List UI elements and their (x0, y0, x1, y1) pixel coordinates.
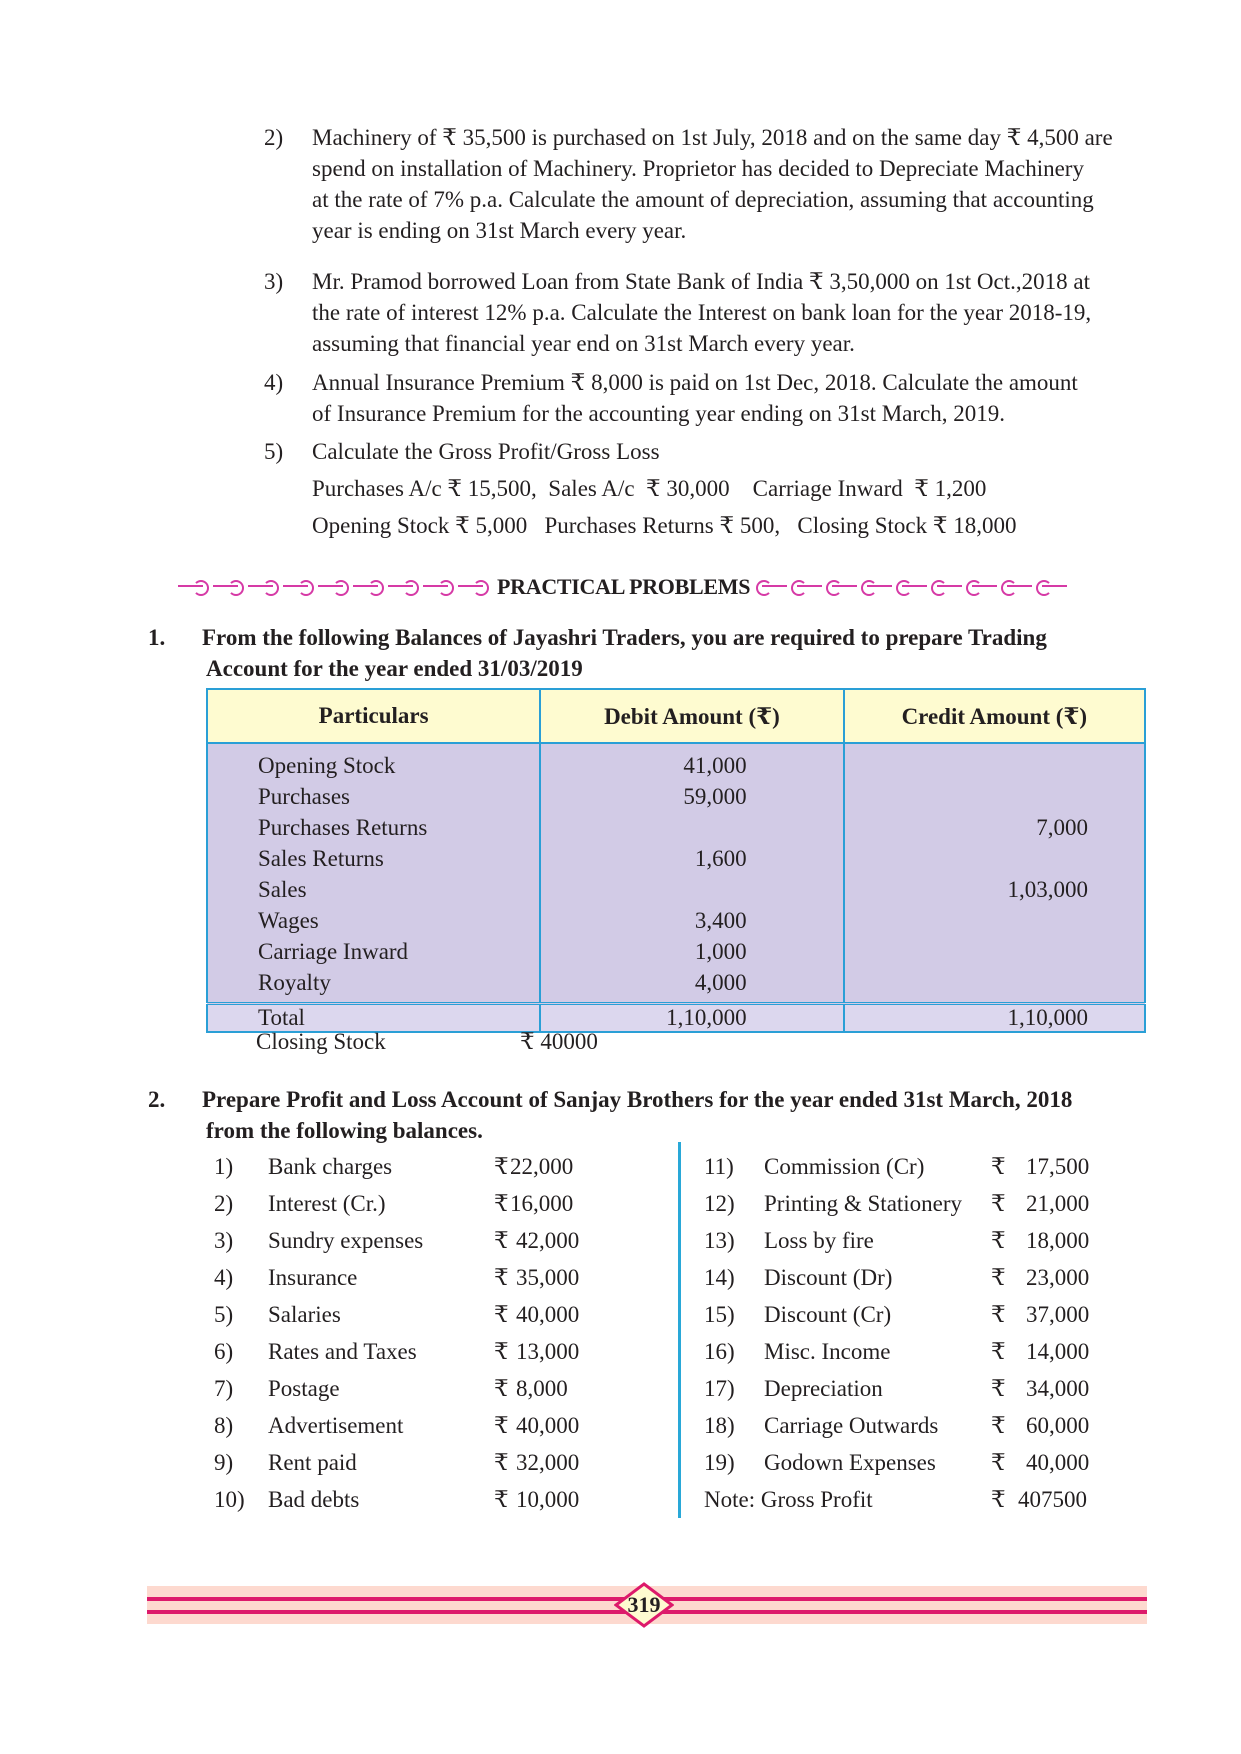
table-row (207, 743, 1145, 781)
particular-cell: Purchases Returns (207, 812, 540, 843)
exercise-line: spend on installation of Machinery. Proprietor has decided to Depreciate Machinery (312, 156, 1084, 181)
note-value: 407500 (1018, 1487, 1087, 1512)
list-item (214, 1407, 614, 1444)
rupee-icon: ₹ (494, 1339, 509, 1364)
item-label: Godown Expenses (764, 1450, 936, 1475)
table-row (207, 936, 1145, 967)
particular-cell: Carriage Inward (207, 936, 540, 967)
debit-cell (540, 874, 843, 905)
item-number: 16) (704, 1339, 735, 1364)
section-header (178, 572, 1128, 602)
credit-cell (844, 936, 1145, 967)
item-value: 10,000 (516, 1487, 580, 1512)
right-ornament-icon (754, 579, 1069, 595)
item-value: 22,000 (510, 1154, 574, 1179)
list-item (704, 1444, 1164, 1481)
list-item (214, 1259, 614, 1296)
item-value: 13,000 (516, 1339, 580, 1364)
column-header-debit: Debit Amount (₹) (540, 689, 843, 743)
credit-cell (844, 905, 1145, 936)
item-label: Bank charges (268, 1154, 393, 1179)
item-number: 7) (214, 1376, 234, 1401)
item-number: 15) (704, 1302, 735, 1327)
item-value: 16,000 (510, 1191, 574, 1216)
exercise-2 (264, 122, 1164, 246)
item-number: 14) (704, 1265, 735, 1290)
item-number: 12) (704, 1191, 735, 1216)
list-item (704, 1222, 1164, 1259)
exercise-5-details-1: Purchases A/c ₹ 15,500, Sales A/c ₹ 30,000 Carriage Inward ₹ 1,200 (312, 476, 987, 501)
item-value: 8,000 (516, 1376, 568, 1401)
debit-cell (540, 812, 843, 843)
credit-cell: 7,000 (844, 812, 1145, 843)
item-number: 10) (214, 1487, 245, 1512)
total-label: Total (207, 1004, 540, 1033)
item-label: Printing & Stationery (764, 1191, 963, 1216)
exercise-line: Annual Insurance Premium ₹ 8,000 is paid on 1st Dec, 2018. Calculate the amount (312, 370, 1078, 395)
item-label: Rates and Taxes (268, 1339, 417, 1364)
column-header-credit: Credit Amount (₹) (844, 689, 1145, 743)
table-row (207, 812, 1145, 843)
item-value: 60,000 (1026, 1413, 1090, 1438)
rupee-icon: ₹ (494, 1228, 509, 1253)
rupee-icon: ₹ (991, 1487, 1006, 1512)
particular-cell: Sales (207, 874, 540, 905)
item-number: 8) (214, 1413, 234, 1438)
debit-cell: 41,000 (540, 743, 843, 781)
rupee-icon: ₹ (494, 1450, 509, 1475)
page-number: 319 (627, 1592, 661, 1617)
table-row (207, 781, 1145, 812)
item-label: Rent paid (268, 1450, 357, 1475)
rupee-icon: ₹ (494, 1487, 509, 1512)
closing-stock-amount: ₹ 40000 (520, 1029, 598, 1054)
credit-cell: 1,03,000 (844, 874, 1145, 905)
rupee-icon: ₹ (991, 1413, 1006, 1438)
credit-cell (844, 967, 1145, 1004)
table-row (207, 843, 1145, 874)
table-row (207, 905, 1145, 936)
item-value: 14,000 (1026, 1339, 1090, 1364)
rupee-icon: ₹ (991, 1191, 1006, 1216)
item-label: Advertisement (268, 1413, 404, 1438)
credit-cell (844, 743, 1145, 781)
list-item (704, 1185, 1164, 1222)
particular-cell: Sales Returns (207, 843, 540, 874)
rupee-icon: ₹ (494, 1154, 509, 1179)
section-title: PRACTICAL PROBLEMS (497, 574, 751, 599)
list-item (214, 1370, 614, 1407)
list-item (214, 1296, 614, 1333)
particular-cell: Royalty (207, 967, 540, 1004)
exercise-4 (264, 367, 1164, 429)
item-number: 9) (214, 1450, 234, 1475)
item-value: 40,000 (516, 1413, 580, 1438)
rupee-icon: ₹ (494, 1302, 509, 1327)
item-value: 21,000 (1026, 1191, 1090, 1216)
item-label: Postage (268, 1376, 340, 1401)
item-value: 42,000 (516, 1228, 580, 1253)
item-number: 1) (214, 1154, 234, 1179)
exercise-line: at the rate of 7% p.a. Calculate the amount of depreciation, assuming that accounting (312, 187, 1094, 212)
rupee-icon: ₹ (991, 1339, 1006, 1364)
list-item (214, 1185, 614, 1222)
exercise-line: Machinery of ₹ 35,500 is purchased on 1st July, 2018 and on the same day ₹ 4,500 are (312, 125, 1113, 150)
problem-text: Prepare Profit and Loss Account of Sanjay Brothers for the year ended 31st March, 2018 (202, 1087, 1073, 1112)
exercise-5 (264, 436, 1164, 467)
item-number: 5) (214, 1302, 234, 1327)
debit-cell: 1,600 (540, 843, 843, 874)
rupee-icon: ₹ (494, 1376, 509, 1401)
item-label: Discount (Dr) (764, 1265, 893, 1290)
problem-text: Account for the year ended 31/03/2019 (206, 656, 583, 681)
list-item (704, 1370, 1164, 1407)
list-item (214, 1481, 614, 1518)
item-value: 40,000 (516, 1302, 580, 1327)
item-number: 17) (704, 1376, 735, 1401)
balances-right-column (704, 1148, 1164, 1518)
item-number: 2) (214, 1191, 234, 1216)
item-number: 3) (214, 1228, 234, 1253)
item-value: 32,000 (516, 1450, 580, 1475)
column-header-particulars: Particulars (207, 689, 540, 743)
exercise-line: of Insurance Premium for the accounting year ending on 31st March, 2019. (312, 401, 1005, 426)
item-label: Sundry expenses (268, 1228, 424, 1253)
rupee-icon: ₹ (991, 1154, 1006, 1179)
exercise-number: 3) (264, 269, 284, 294)
item-number: 19) (704, 1450, 735, 1475)
problem-text: from the following balances. (206, 1118, 483, 1143)
item-value: 40,000 (1026, 1450, 1090, 1475)
note-label: Note: Gross Profit (704, 1487, 873, 1512)
closing-stock-label: Closing Stock (256, 1029, 386, 1054)
item-label: Misc. Income (764, 1339, 891, 1364)
rupee-icon: ₹ (494, 1265, 509, 1290)
credit-cell (844, 781, 1145, 812)
rupee-icon: ₹ (991, 1228, 1006, 1253)
item-number: 6) (214, 1339, 234, 1364)
item-value: 34,000 (1026, 1376, 1090, 1401)
item-value: 18,000 (1026, 1228, 1090, 1253)
exercise-number: 4) (264, 370, 284, 395)
list-item (704, 1333, 1164, 1370)
item-value: 23,000 (1026, 1265, 1090, 1290)
item-number: 11) (704, 1154, 734, 1179)
exercise-line: Mr. Pramod borrowed Loan from State Bank of India ₹ 3,50,000 on 1st Oct.,2018 at (312, 269, 1090, 294)
item-label: Salaries (268, 1302, 341, 1327)
list-item (214, 1222, 614, 1259)
gross-profit-note (704, 1481, 1164, 1518)
item-value: 37,000 (1026, 1302, 1090, 1327)
problem-number: 2. (148, 1087, 166, 1112)
balances-left-column (214, 1148, 614, 1518)
credit-cell (844, 843, 1145, 874)
total-debit: 1,10,000 (540, 1004, 843, 1033)
list-item (214, 1148, 614, 1185)
item-number: 18) (704, 1413, 735, 1438)
exercise-number: 5) (264, 439, 284, 464)
item-label: Carriage Outwards (764, 1413, 939, 1438)
item-value: 17,500 (1026, 1154, 1090, 1179)
rupee-icon: ₹ (991, 1376, 1006, 1401)
exercise-line: year is ending on 31st March every year. (312, 218, 687, 243)
item-label: Depreciation (764, 1376, 883, 1401)
rupee-icon: ₹ (991, 1265, 1006, 1290)
rupee-icon: ₹ (494, 1413, 509, 1438)
item-number: 4) (214, 1265, 234, 1290)
item-label: Insurance (268, 1265, 358, 1290)
debit-cell: 3,400 (540, 905, 843, 936)
particular-cell: Wages (207, 905, 540, 936)
left-ornament-icon (178, 579, 493, 595)
item-label: Commission (Cr) (764, 1154, 925, 1179)
exercise-5-details-2: Opening Stock ₹ 5,000 Purchases Returns ₹ 500, Closing Stock ₹ 18,000 (312, 513, 1017, 538)
particular-cell: Opening Stock (207, 743, 540, 781)
exercise-line: the rate of interest 12% p.a. Calculate the Interest on bank loan for the year 2018-19, (312, 300, 1092, 325)
item-label: Bad debts (268, 1487, 360, 1512)
rupee-icon: ₹ (494, 1191, 509, 1216)
debit-cell: 1,000 (540, 936, 843, 967)
rupee-icon: ₹ (991, 1450, 1006, 1475)
problem-2-heading (148, 1084, 1168, 1146)
list-item (704, 1407, 1164, 1444)
table-row (207, 874, 1145, 905)
item-number: 13) (704, 1228, 735, 1253)
problem-1-heading (148, 622, 1168, 684)
problem-text: From the following Balances of Jayashri Traders, you are required to prepare Trading (202, 625, 1047, 650)
list-item (704, 1259, 1164, 1296)
exercise-number: 2) (264, 125, 284, 150)
rupee-icon: ₹ (991, 1302, 1006, 1327)
debit-cell: 59,000 (540, 781, 843, 812)
table-row (207, 967, 1145, 1004)
trial-balance-table (206, 688, 1146, 1033)
exercise-line: assuming that financial year end on 31st March every year. (312, 331, 855, 356)
total-credit: 1,10,000 (844, 1004, 1145, 1033)
exercise-3 (264, 266, 1164, 359)
list-item (704, 1148, 1164, 1185)
column-divider (678, 1142, 681, 1518)
debit-cell: 4,000 (540, 967, 843, 1004)
item-label: Interest (Cr.) (268, 1191, 386, 1216)
list-item (214, 1444, 614, 1481)
particular-cell: Purchases (207, 781, 540, 812)
closing-stock (256, 1026, 598, 1057)
exercise-line: Calculate the Gross Profit/Gross Loss (312, 439, 660, 464)
list-item (704, 1296, 1164, 1333)
item-value: 35,000 (516, 1265, 580, 1290)
list-item (214, 1333, 614, 1370)
problem-number: 1. (148, 625, 166, 650)
item-label: Discount (Cr) (764, 1302, 892, 1327)
item-label: Loss by fire (764, 1228, 874, 1253)
table-header-row (207, 689, 1145, 743)
